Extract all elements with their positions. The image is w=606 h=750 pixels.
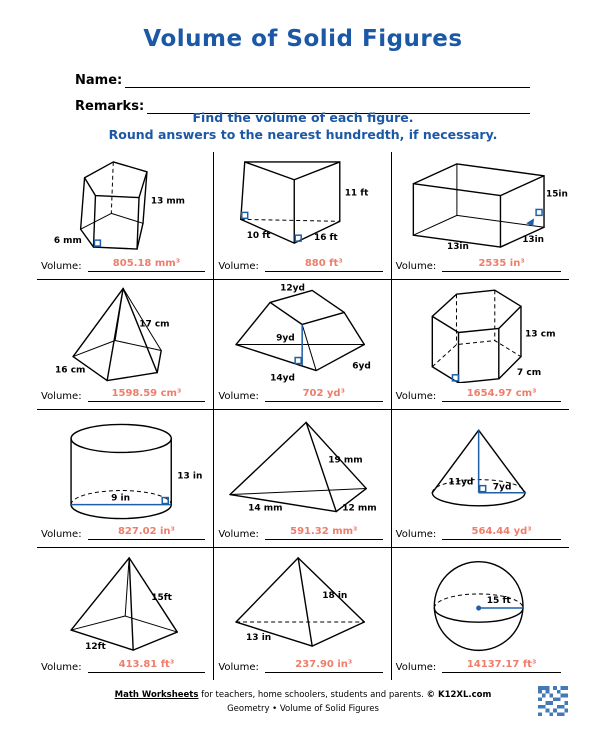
dimension-label: 11 ft [345, 188, 369, 199]
dimension-label: 13 in [246, 633, 272, 644]
name-row [75, 66, 530, 88]
problem-cell-6 [392, 280, 569, 410]
volume-answer: 237.90 in³ [265, 659, 383, 673]
footer-copyright: © K12XL.com [426, 690, 492, 700]
volume-label: Volume: [41, 391, 82, 402]
dimension-label: 12ft [85, 642, 106, 653]
triangular-pyramid-figure [214, 412, 390, 521]
problem-cell-7 [37, 410, 214, 548]
dimension-label: 17 cm [139, 319, 170, 330]
volume-label: Volume: [218, 662, 259, 673]
right-angle-mark [242, 212, 248, 218]
volume-answer: 827.02 in³ [88, 526, 206, 540]
volume-answer: 413.81 ft³ [88, 659, 206, 673]
dimension-label: 6 mm [53, 236, 82, 247]
volume-label: Volume: [395, 662, 437, 673]
dimension-label: 13in [521, 235, 544, 246]
dimension-label: 13 mm [150, 196, 185, 207]
problem-cell-8 [214, 410, 391, 548]
name-label: Name: [75, 73, 123, 88]
volume-label: Volume: [218, 261, 259, 272]
volume-label: Volume: [41, 261, 82, 272]
problem-cell-3 [392, 152, 569, 280]
volume-label: Volume: [395, 391, 437, 402]
problem-cell-10 [37, 548, 214, 680]
problem-cell-9 [392, 410, 569, 548]
volume-label: Volume: [395, 529, 437, 540]
triangular-prism-figure [214, 154, 390, 253]
square-pyramid-figure [37, 550, 213, 654]
volume-label: Volume: [218, 529, 259, 540]
dimension-label: 15in [545, 189, 568, 200]
name-blank-line [125, 69, 530, 88]
qr-code [538, 686, 568, 716]
dimension-label: 14 mm [248, 503, 283, 514]
dimension-label: 12 mm [342, 503, 377, 514]
dimension-label: 16 ft [314, 233, 339, 244]
dimension-label: 14yd [270, 373, 296, 383]
volume-answer: 880 ft³ [265, 258, 383, 272]
right-angle-mark [536, 209, 542, 215]
volume-answer: 14137.17 ft³ [442, 659, 561, 673]
cylinder-figure [37, 412, 213, 521]
footer-brand: Math Worksheets [114, 690, 199, 700]
right-angle-mark [295, 358, 301, 364]
volume-label: Volume: [41, 529, 82, 540]
pentagonal-pyramid-figure [37, 282, 213, 383]
sphere-figure [392, 550, 569, 654]
dimension-label: 9 in [111, 493, 131, 504]
volume-label: Volume: [395, 261, 437, 272]
hexagonal-prism-figure [392, 282, 569, 383]
volume-label: Volume: [41, 662, 82, 673]
trapezoidal-prism-figure [214, 282, 390, 383]
dimension-label: 11yd [448, 477, 474, 488]
problem-cell-11 [214, 548, 391, 680]
volume-answer: 2535 in³ [442, 258, 561, 272]
volume-answer: 702 yd³ [265, 388, 383, 402]
problem-cell-2 [214, 152, 391, 280]
volume-answer: 1654.97 cm³ [442, 388, 561, 402]
volume-answer: 564.44 yd³ [442, 526, 561, 540]
worksheet-grid [37, 152, 569, 680]
dimension-label: 15 ft [486, 596, 511, 607]
footer-line-2: Geometry • Volume of Solid Figures [227, 704, 379, 714]
volume-answer: 805.18 mm³ [88, 258, 206, 272]
dimension-label: 9yd [276, 333, 296, 344]
dimension-label: 10 ft [247, 231, 271, 242]
dimension-label: 18 in [322, 590, 348, 601]
dimension-label: 13 cm [524, 329, 556, 340]
rectangular-prism-figure [392, 154, 569, 253]
problem-cell-5 [214, 280, 391, 410]
instructions-line-2: Round answers to the nearest hundredth, if necessary. [108, 127, 498, 142]
problem-cell-12 [392, 548, 569, 680]
pentagonal-prism-figure [37, 154, 213, 253]
right-angle-mark [479, 486, 485, 492]
instructions-line-1: Find the volume of each figure. [192, 110, 414, 125]
footer-tagline: for teachers, home schoolers, students and parents. [198, 690, 427, 700]
remarks-label: Remarks: [75, 99, 145, 114]
volume-answer: 1598.59 cm³ [88, 388, 206, 402]
dimension-label: 12yd [280, 283, 306, 294]
right-angle-mark [94, 240, 100, 246]
dimension-label: 6yd [352, 361, 372, 372]
dimension-label: 7yd [492, 482, 512, 493]
dimension-label: 15ft [151, 592, 172, 603]
dimension-label: 16 cm [55, 365, 86, 376]
dimension-label: 19 mm [328, 455, 363, 466]
problem-cell-1 [37, 152, 214, 280]
triangular-pyramid-figure [214, 550, 390, 654]
cone-figure [392, 412, 569, 521]
volume-label: Volume: [218, 391, 259, 402]
problem-cell-4 [37, 280, 214, 410]
dimension-label: 13 in [177, 471, 203, 482]
dimension-label: 13in [446, 242, 469, 253]
dimension-label: 7 cm [516, 367, 541, 378]
volume-answer: 591.32 mm³ [265, 526, 383, 540]
footer-line-1 [0, 690, 606, 700]
page-title: Volume of Solid Figures [143, 26, 463, 52]
